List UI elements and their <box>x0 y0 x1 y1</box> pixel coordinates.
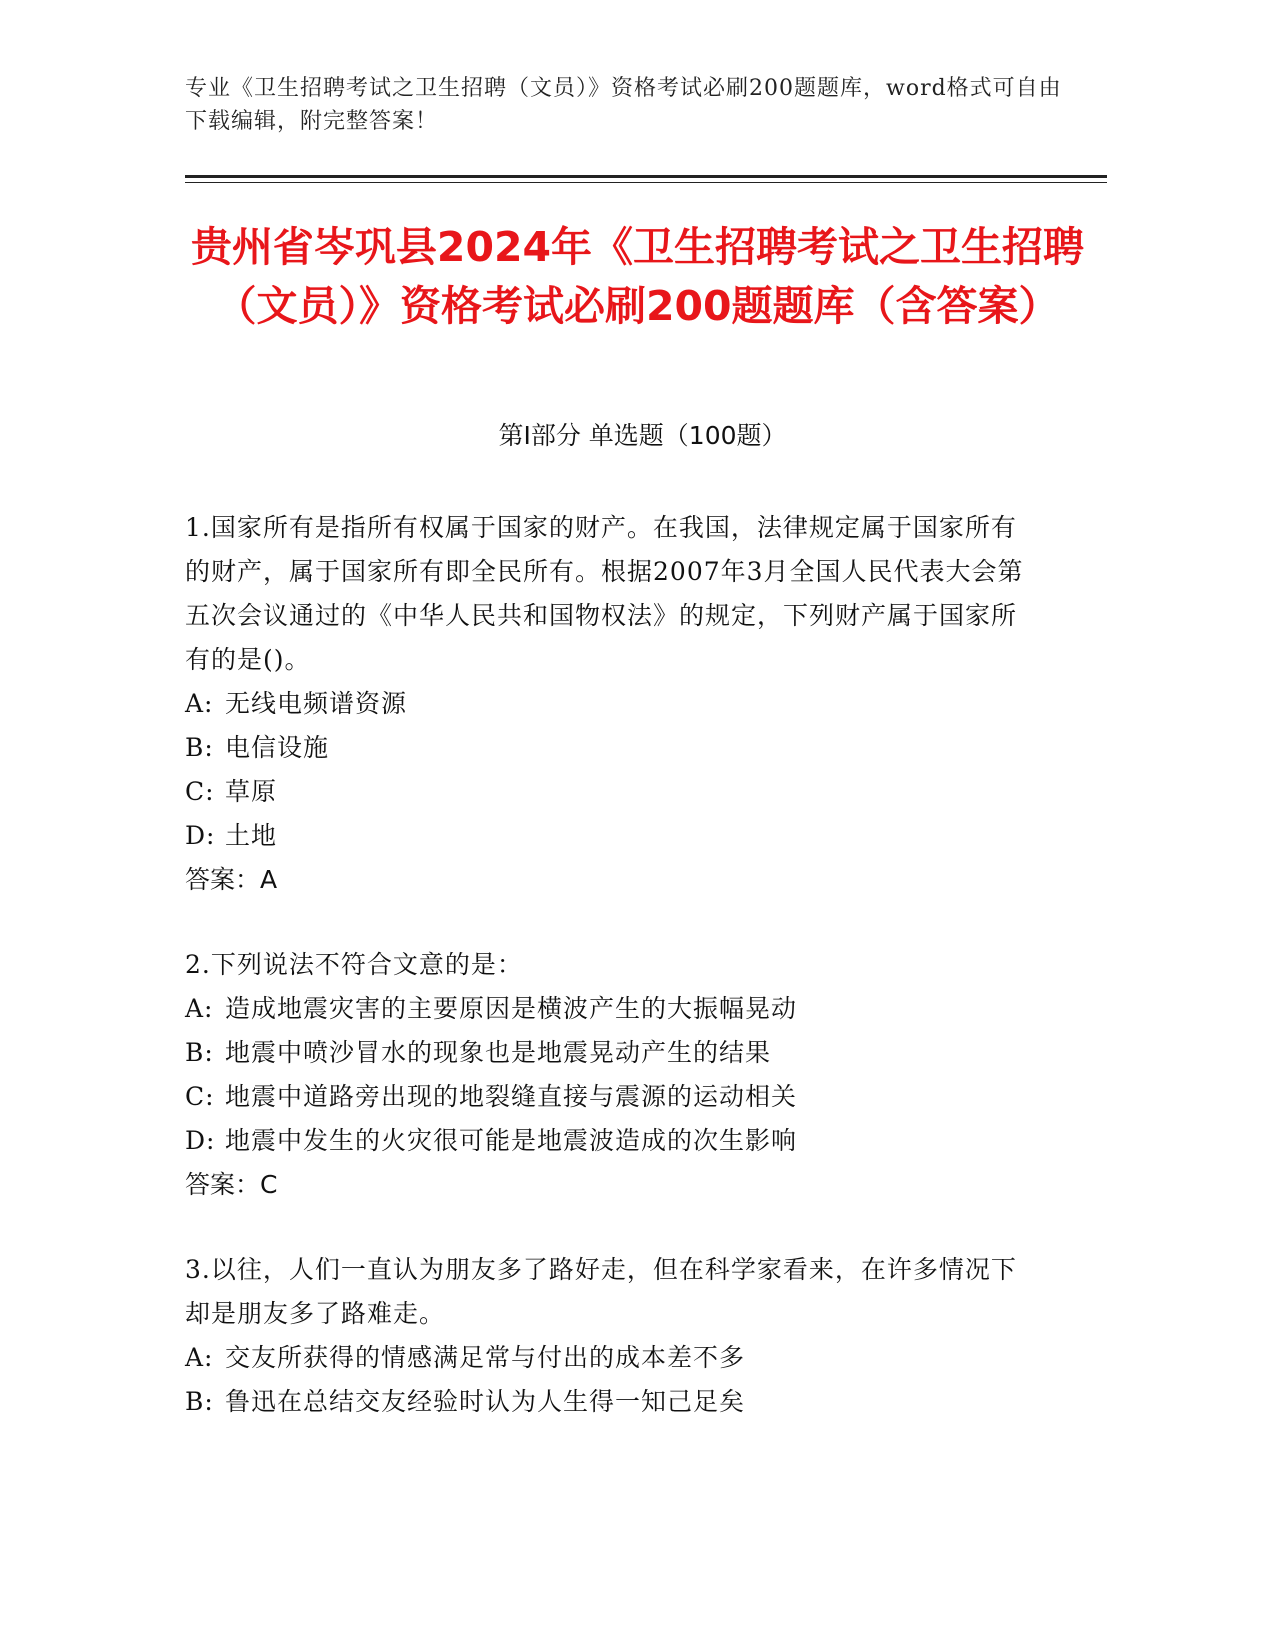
option-text: 土地 <box>225 821 278 850</box>
option-letter: D: <box>185 821 216 850</box>
option-c <box>185 770 1035 814</box>
option-b <box>185 726 1035 770</box>
option-text: 地震中道路旁出现的地裂缝直接与震源的运动相关 <box>225 1082 798 1111</box>
option-text: 地震中喷沙冒水的现象也是地震晃动产生的结果 <box>225 1038 772 1067</box>
question-stem: 2.下列说法不符合文意的是： <box>185 950 523 979</box>
option-text: 地震中发生的火灾很可能是地震波造成的次生影响 <box>225 1126 798 1155</box>
option-letter: A: <box>185 1343 214 1372</box>
option-text: 草原 <box>225 777 278 806</box>
question-1 <box>185 506 1035 902</box>
question-stem: 1.国家所有是指所有权属于国家的财产。在我国，法律规定属于国家所有的财产，属于国家所有即全民所有。根据2007年3月全国人民代表大会第五次会议通过的《中华人民共和国物权法》的规定，下列财产属于国家所有的是()。 <box>185 513 1024 674</box>
question-3 <box>185 1248 1035 1424</box>
question-stem: 3.以往，人们一直认为朋友多了路好走，但在科学家看来，在许多情况下却是朋友多了路难走。 <box>185 1255 1017 1328</box>
option-text: 电信设施 <box>225 733 330 762</box>
question-list <box>185 506 1035 1424</box>
option-a <box>185 987 1035 1031</box>
answer: 答案：C <box>185 1170 278 1199</box>
option-letter: B: <box>185 1387 214 1416</box>
header-note: 专业《卫生招聘考试之卫生招聘（文员）》资格考试必刷200题题库，word格式可自由下载编辑，附完整答案！ <box>185 76 1062 134</box>
option-text: 无线电频谱资源 <box>225 689 408 718</box>
option-d <box>185 814 1035 858</box>
option-c <box>185 1075 1035 1119</box>
option-text: 交友所获得的情感满足常与付出的成本差不多 <box>225 1343 746 1372</box>
document-title: 贵州省岑巩县2024年《卫生招聘考试之卫生招聘（文员）》资格考试必刷200题题库（含答案） <box>190 223 1085 330</box>
option-text: 鲁迅在总结交友经验时认为人生得一知己足矣 <box>225 1387 746 1416</box>
header-divider-thin <box>185 182 1107 183</box>
question-2 <box>185 943 1035 1207</box>
option-letter: C: <box>185 777 215 806</box>
option-d <box>185 1119 1035 1163</box>
option-letter: A: <box>185 689 214 718</box>
section-title: 第Ⅰ部分 单选题（100题） <box>498 421 787 450</box>
option-letter: D: <box>185 1126 216 1155</box>
header-divider-thick <box>185 175 1107 178</box>
option-b <box>185 1031 1035 1075</box>
option-letter: B: <box>185 733 214 762</box>
answer: 答案：A <box>185 865 278 894</box>
option-letter: B: <box>185 1038 214 1067</box>
option-letter: A: <box>185 994 214 1023</box>
option-text: 造成地震灾害的主要原因是横波产生的大振幅晃动 <box>225 994 798 1023</box>
option-letter: C: <box>185 1082 215 1111</box>
option-b <box>185 1380 1035 1424</box>
option-a <box>185 1336 1035 1380</box>
option-a <box>185 682 1035 726</box>
